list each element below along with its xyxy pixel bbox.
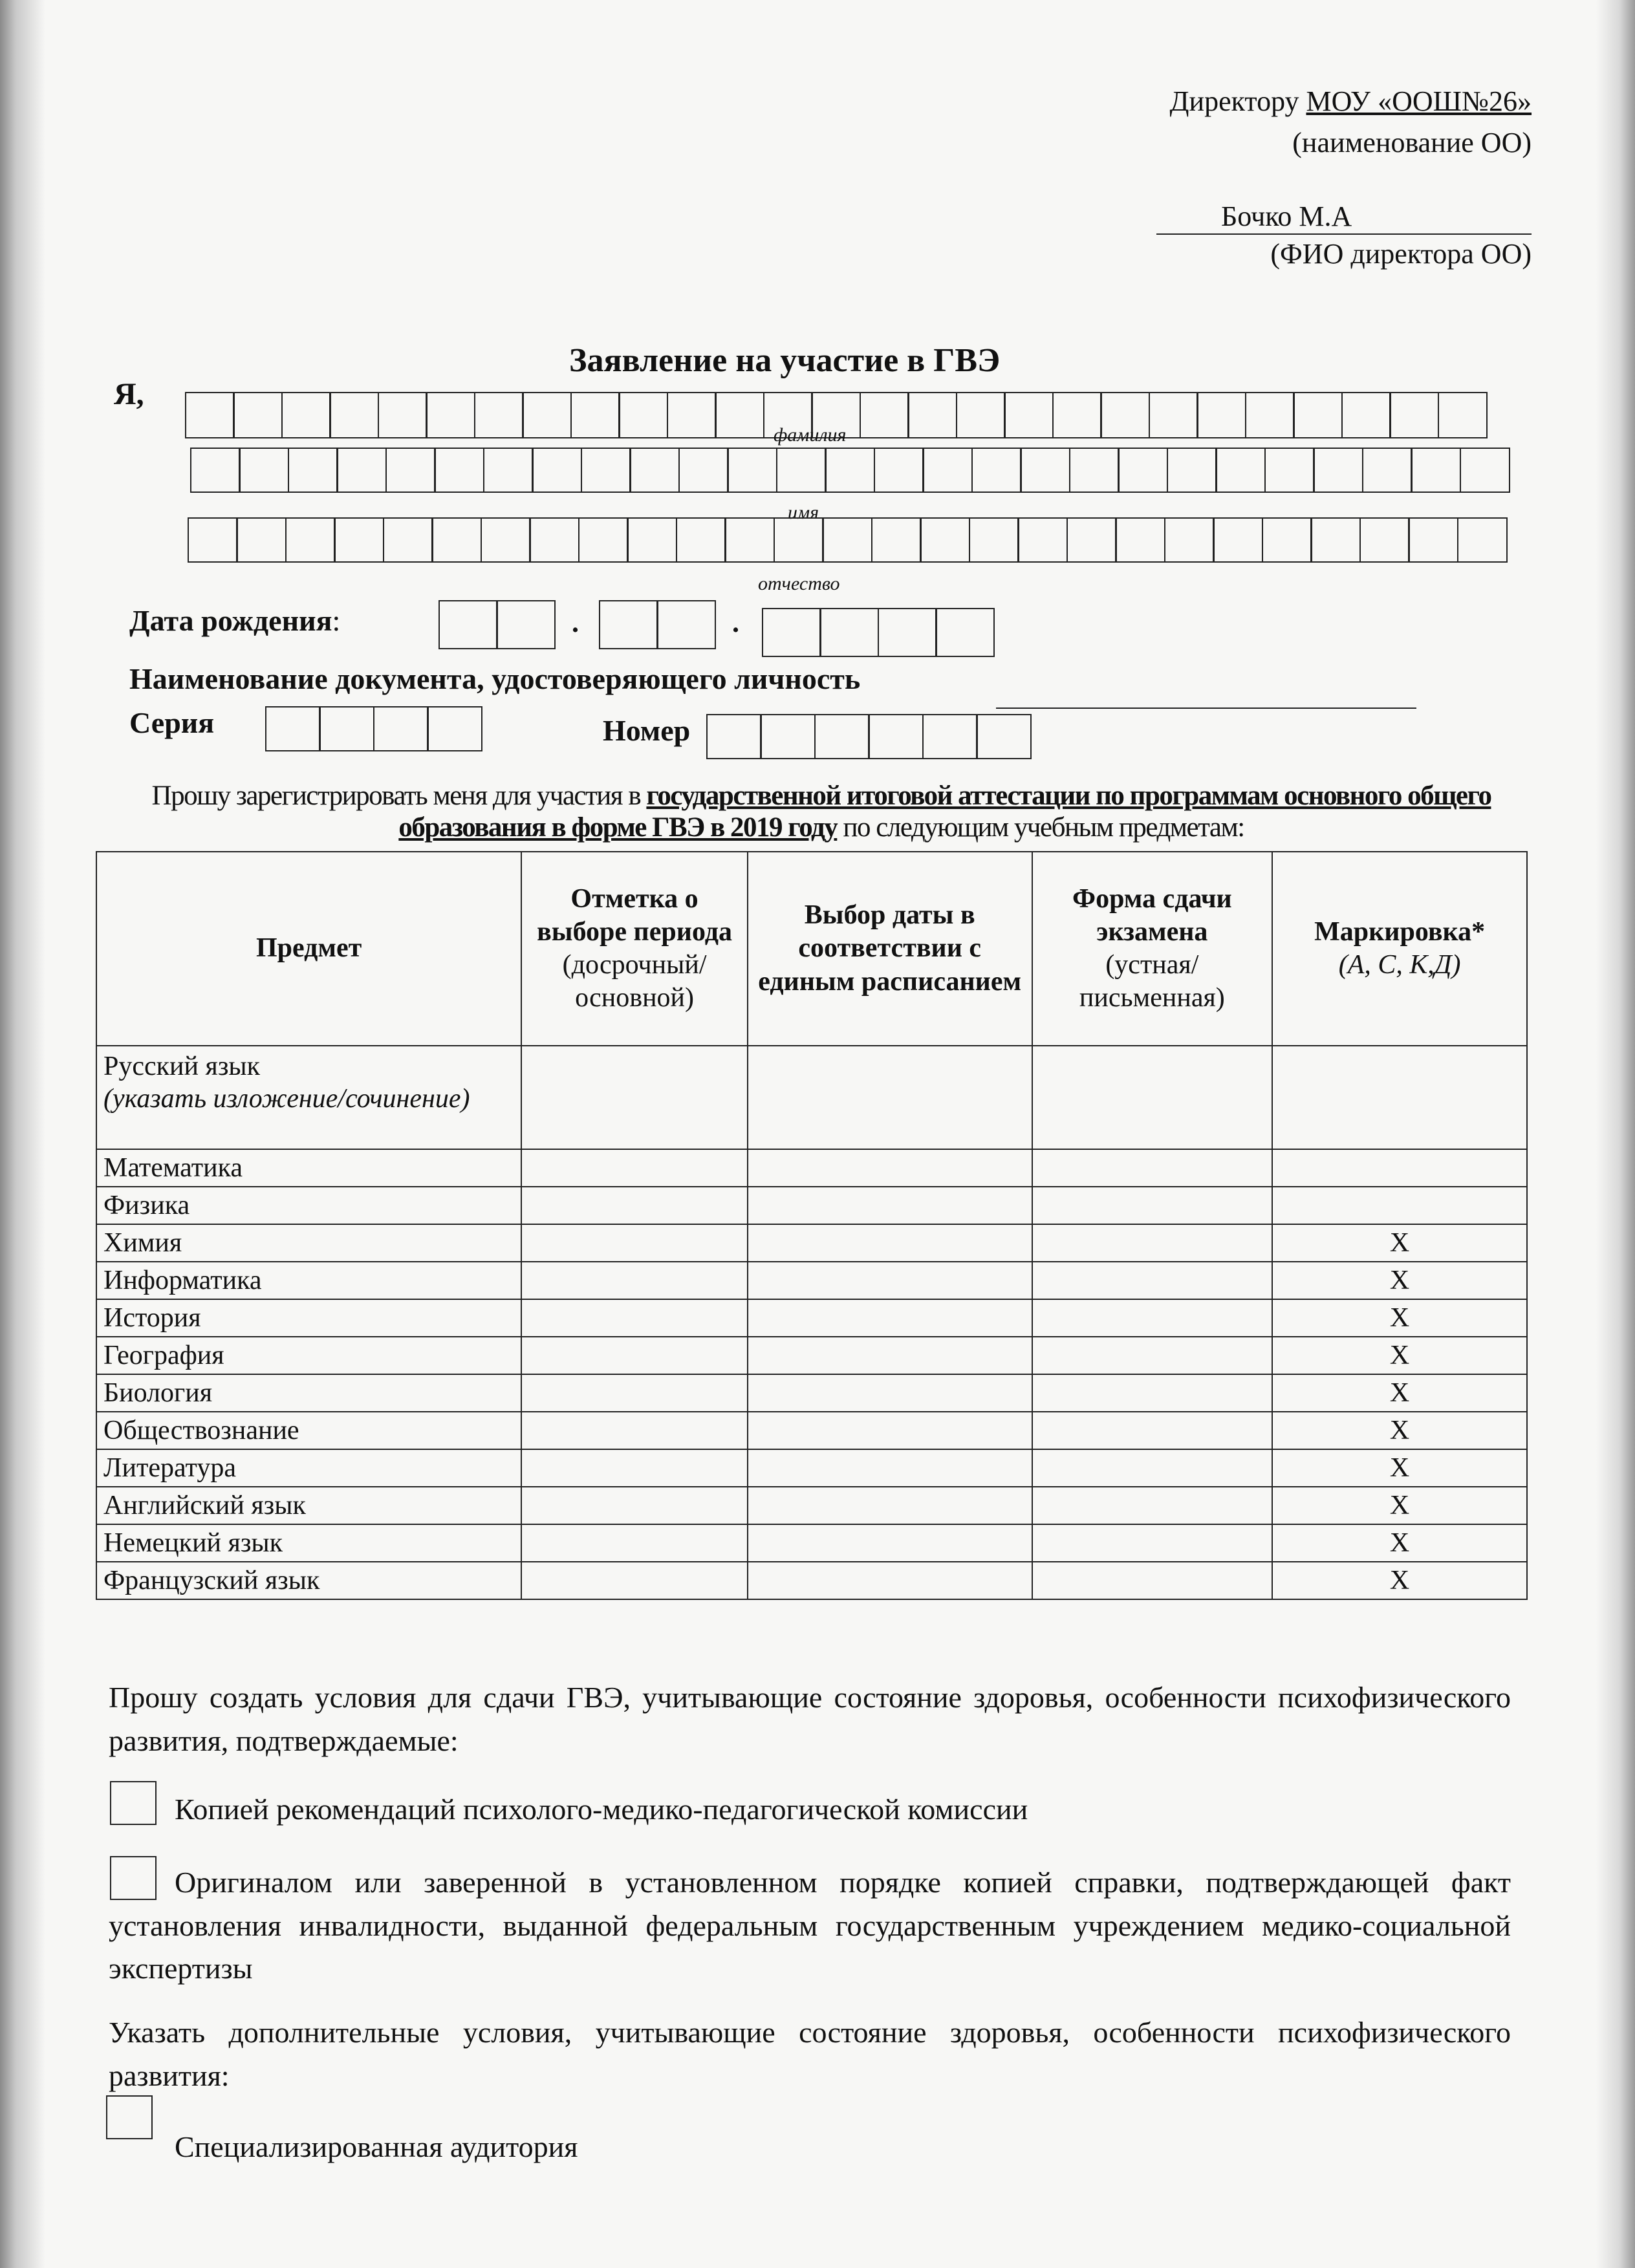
name-cell[interactable] — [385, 448, 436, 493]
name-cell[interactable] — [483, 448, 534, 493]
period-cell[interactable] — [521, 1224, 748, 1262]
period-cell[interactable] — [521, 1374, 748, 1412]
patronymic-cell[interactable] — [822, 517, 872, 563]
director-label: Директору — [1169, 85, 1299, 117]
series-cell[interactable] — [373, 706, 429, 751]
surname-cell[interactable] — [426, 392, 475, 438]
date-cell[interactable] — [748, 1374, 1032, 1412]
request-paragraph — [116, 780, 1526, 844]
name-cell[interactable] — [1411, 448, 1461, 493]
option2-label: Оригиналом или заверенной в установленном порядке копией справки, подтверждающей факт установления инвалидности, выданной федеральным государственным учреждением медико-социальной экспертизы — [109, 1866, 1511, 1985]
name-cell[interactable] — [1313, 448, 1363, 493]
surname-cell[interactable] — [956, 392, 1006, 438]
name-cell[interactable] — [239, 448, 289, 493]
header-subject: Предмет — [96, 852, 521, 1046]
surname-cell[interactable] — [1389, 392, 1439, 438]
director-line — [1170, 85, 1532, 118]
birth-year-cells[interactable] — [763, 608, 995, 657]
option1-checkbox[interactable] — [110, 1781, 157, 1825]
surname-cell[interactable] — [570, 392, 620, 438]
header-date-choice: Выбор даты в соответствии с единым расписанием — [748, 852, 1032, 1046]
number-cell[interactable] — [922, 714, 978, 759]
header-marking-bold: Маркировка* — [1314, 916, 1486, 947]
name-cell[interactable] — [1264, 448, 1315, 493]
name-cell[interactable] — [1167, 448, 1217, 493]
table-row — [96, 1224, 1527, 1262]
form-cell[interactable] — [1032, 1262, 1273, 1299]
form-cell[interactable] — [1032, 1224, 1273, 1262]
director-name-line — [1156, 200, 1532, 235]
patronymic-cell[interactable] — [1164, 517, 1215, 563]
document-label: Наименование документа, удостоверяющего личность — [129, 662, 861, 695]
birth-year-cell[interactable] — [878, 608, 937, 657]
option3-label: Специализированная аудитория — [175, 2130, 578, 2163]
subject-cell: Французский язык — [96, 1562, 521, 1599]
patronymic-cell[interactable] — [236, 517, 287, 563]
surname-cell[interactable] — [329, 392, 379, 438]
marking-cell[interactable]: X — [1272, 1224, 1527, 1262]
patronymic-cell[interactable] — [1017, 517, 1068, 563]
name-cell[interactable] — [1215, 448, 1266, 493]
table-row — [96, 1449, 1527, 1487]
header-form-normal: (устная/ письменная) — [1079, 950, 1225, 1013]
marking-cell[interactable]: X — [1272, 1299, 1527, 1337]
form-title: Заявление на участие в ГВЭ — [569, 342, 1001, 379]
form-cell[interactable] — [1032, 1046, 1273, 1149]
marking-cell[interactable]: X — [1272, 1374, 1527, 1412]
patronymic-cell[interactable] — [920, 517, 970, 563]
surname-cell[interactable] — [1196, 392, 1246, 438]
marking-cell[interactable]: X — [1272, 1524, 1527, 1562]
conditions-intro: Прошу создать условия для сдачи ГВЭ, учитывающие состояние здоровья, особенности психофизического развития, подтверждаемые: — [109, 1681, 1511, 1757]
table-row — [96, 1412, 1527, 1449]
name-cell[interactable] — [532, 448, 582, 493]
period-cell[interactable] — [521, 1562, 748, 1599]
surname-cell[interactable] — [667, 392, 717, 438]
birth-date-colon: : — [332, 604, 341, 637]
period-cell[interactable] — [521, 1412, 748, 1449]
number-cell[interactable] — [868, 714, 924, 759]
name-cell[interactable] — [825, 448, 875, 493]
period-cell[interactable] — [521, 1046, 748, 1149]
subject-russian: Русский язык — [103, 1052, 261, 1081]
number-cells[interactable] — [708, 714, 1032, 759]
patronymic-cell[interactable] — [1115, 517, 1165, 563]
form-cell[interactable] — [1032, 1412, 1273, 1449]
option3-checkbox[interactable] — [106, 2095, 153, 2139]
date-cell[interactable] — [748, 1562, 1032, 1599]
header-period-bold: Отметка о выборе периода — [537, 883, 732, 947]
form-cell[interactable] — [1032, 1299, 1273, 1337]
form-cell[interactable] — [1032, 1149, 1273, 1187]
name-cell[interactable] — [629, 448, 680, 493]
patronymic-cell[interactable] — [1262, 517, 1312, 563]
table-row — [96, 1487, 1527, 1524]
form-cell[interactable] — [1032, 1187, 1273, 1224]
surname-cell[interactable] — [185, 392, 235, 438]
date-cell[interactable] — [748, 1149, 1032, 1187]
period-cell[interactable] — [521, 1262, 748, 1299]
name-cell[interactable] — [678, 448, 729, 493]
name-cell[interactable] — [874, 448, 924, 493]
marking-cell[interactable]: X — [1272, 1412, 1527, 1449]
marking-cell[interactable] — [1272, 1187, 1527, 1224]
date-separator-1: . — [572, 607, 579, 638]
table-row — [96, 1337, 1527, 1374]
name-cell[interactable] — [581, 448, 631, 493]
patronymic-cell[interactable] — [724, 517, 775, 563]
marking-cell[interactable] — [1272, 1149, 1527, 1187]
name-cell[interactable] — [336, 448, 387, 493]
surname-cell[interactable] — [1149, 392, 1198, 438]
table-row — [96, 1299, 1527, 1337]
form-cell[interactable] — [1032, 1487, 1273, 1524]
date-cell[interactable] — [748, 1412, 1032, 1449]
patronymic-cell[interactable] — [334, 517, 384, 563]
scan-edge-left — [0, 0, 45, 2268]
period-cell[interactable] — [521, 1299, 748, 1337]
patronymic-cell[interactable] — [383, 517, 433, 563]
birth-day-cell[interactable] — [496, 600, 556, 649]
form-cell[interactable] — [1032, 1374, 1273, 1412]
director-caption: (ФИО директора ОО) — [1270, 238, 1532, 270]
subject-cell: Английский язык — [96, 1487, 521, 1524]
subject-cell: Математика — [96, 1149, 521, 1187]
birth-day-cells[interactable] — [440, 600, 556, 649]
name-cell[interactable] — [1118, 448, 1168, 493]
request-part2: государственной итоговой аттестации по программам основного общего образования в форме ГВЭ в 2019 году — [398, 781, 1491, 843]
number-cell[interactable] — [760, 714, 816, 759]
date-cell[interactable] — [748, 1487, 1032, 1524]
birth-year-cell[interactable] — [762, 608, 821, 657]
date-cell[interactable] — [748, 1299, 1032, 1337]
subject-cell: Литература — [96, 1449, 521, 1487]
period-cell[interactable] — [521, 1449, 748, 1487]
name-cell[interactable] — [922, 448, 973, 493]
subject-rows — [96, 1149, 1527, 1599]
school-caption: (наименование ОО) — [1292, 127, 1532, 158]
patronymic-cell[interactable] — [431, 517, 482, 563]
name-cell[interactable] — [288, 448, 338, 493]
table-row — [96, 1262, 1527, 1299]
date-cell[interactable] — [748, 1449, 1032, 1487]
header-marking — [1272, 852, 1527, 1046]
date-cell[interactable] — [748, 1262, 1032, 1299]
patronymic-cell[interactable] — [481, 517, 531, 563]
surname-cell[interactable] — [1052, 392, 1102, 438]
request-part3: по следующим учебным предметам: — [837, 812, 1244, 843]
period-cell[interactable] — [521, 1187, 748, 1224]
scan-edge-right — [1596, 0, 1635, 2268]
patronymic-cell[interactable] — [578, 517, 629, 563]
director-name: Бочко М.А — [1221, 200, 1352, 232]
date-cell[interactable] — [748, 1337, 1032, 1374]
patronymic-cell[interactable] — [676, 517, 726, 563]
birth-year-cell[interactable] — [935, 608, 995, 657]
subject-cell: История — [96, 1299, 521, 1337]
patronymic-cell[interactable] — [1408, 517, 1458, 563]
patronymic-cell[interactable] — [285, 517, 336, 563]
table-header-row — [96, 852, 1527, 1046]
series-label: Серия — [129, 706, 215, 739]
header-form-bold: Форма сдачи экзамена — [1072, 883, 1232, 947]
series-cell[interactable] — [265, 706, 321, 751]
marking-cell[interactable]: X — [1272, 1562, 1527, 1599]
form-cell[interactable] — [1032, 1449, 1273, 1487]
number-cell[interactable] — [976, 714, 1032, 759]
patronymic-cell[interactable] — [1310, 517, 1361, 563]
table-row — [96, 1149, 1527, 1187]
surname-cell[interactable] — [281, 392, 331, 438]
subject-russian-note: (указать изложение/сочинение) — [103, 1084, 470, 1114]
table-row — [96, 1046, 1527, 1149]
name-cell[interactable] — [190, 448, 241, 493]
birth-month-cell[interactable] — [656, 600, 716, 649]
patronymic-cell[interactable] — [1213, 517, 1263, 563]
patronymic-cell[interactable] — [774, 517, 824, 563]
patronymic-cell[interactable] — [871, 517, 922, 563]
birth-date-label-text: Дата рождения — [129, 604, 332, 637]
name-cell[interactable] — [1069, 448, 1120, 493]
table-row — [96, 1187, 1527, 1224]
surname-caption: фамилия — [774, 424, 847, 446]
subject-cell: Немецкий язык — [96, 1524, 521, 1562]
surname-cell[interactable] — [1341, 392, 1391, 438]
patronymic-caption: отчество — [758, 573, 840, 594]
date-cell[interactable] — [748, 1046, 1032, 1149]
name-caption: имя — [788, 502, 819, 523]
surname-cell[interactable] — [715, 392, 764, 438]
surname-cell[interactable] — [233, 392, 283, 438]
header-period-normal: (досрочный/ основной) — [562, 950, 707, 1013]
surname-cell[interactable] — [1004, 392, 1054, 438]
subject-cell: Биология — [96, 1374, 521, 1412]
patronymic-cell[interactable] — [1457, 517, 1508, 563]
birth-year-cell[interactable] — [819, 608, 879, 657]
birth-month-cells[interactable] — [600, 600, 716, 649]
birth-month-cell[interactable] — [599, 600, 658, 649]
date-cell[interactable] — [748, 1224, 1032, 1262]
subject-cell — [96, 1046, 521, 1149]
request-part1: Прошу зарегистрировать меня для участия в — [151, 781, 647, 811]
marking-cell[interactable]: X — [1272, 1487, 1527, 1524]
patronymic-cell[interactable] — [969, 517, 1019, 563]
patronymic-cell[interactable] — [627, 517, 677, 563]
surname-cell[interactable] — [474, 392, 524, 438]
subjects-table — [96, 851, 1528, 1600]
period-cell[interactable] — [521, 1487, 748, 1524]
name-cell[interactable] — [776, 448, 827, 493]
additional-conditions: Указать дополнительные условия, учитывающие состояние здоровья, особенности психофизического развития: — [109, 2016, 1511, 2092]
header-marking-italic: (А, С, К,Д) — [1338, 950, 1461, 980]
header-form — [1032, 852, 1273, 1046]
marking-cell[interactable]: X — [1272, 1262, 1527, 1299]
surname-cell[interactable] — [860, 392, 909, 438]
surname-cell[interactable] — [907, 392, 957, 438]
name-cell[interactable] — [1460, 448, 1510, 493]
number-cell[interactable] — [706, 714, 762, 759]
form-cell[interactable] — [1032, 1562, 1273, 1599]
surname-cell[interactable] — [1293, 392, 1343, 438]
subject-cell: Обществознание — [96, 1412, 521, 1449]
date-cell[interactable] — [748, 1524, 1032, 1562]
marking-cell[interactable]: X — [1272, 1337, 1527, 1374]
series-cell[interactable] — [427, 706, 482, 751]
surname-cell[interactable] — [1245, 392, 1295, 438]
surname-cell[interactable] — [618, 392, 668, 438]
table-row — [96, 1562, 1527, 1599]
option1-label: Копией рекомендаций психолого-медико-педагогической комиссии — [175, 1793, 1028, 1826]
period-cell[interactable] — [521, 1524, 748, 1562]
surname-cell[interactable] — [1100, 392, 1150, 438]
name-cell[interactable] — [434, 448, 484, 493]
number-cell[interactable] — [814, 714, 870, 759]
header-period — [521, 852, 748, 1046]
subject-cell: Информатика — [96, 1262, 521, 1299]
subject-cell: География — [96, 1337, 521, 1374]
document-name-line[interactable] — [996, 707, 1416, 709]
series-cell[interactable] — [319, 706, 374, 751]
period-cell[interactable] — [521, 1337, 748, 1374]
name-cell[interactable] — [1020, 448, 1070, 493]
form-cell[interactable] — [1032, 1337, 1273, 1374]
series-cells[interactable] — [266, 706, 482, 751]
patronymic-cell[interactable] — [1359, 517, 1410, 563]
marking-cell[interactable] — [1272, 1046, 1527, 1149]
date-separator-2: . — [732, 607, 739, 638]
surname-cell[interactable] — [1438, 392, 1488, 438]
name-cell[interactable] — [727, 448, 777, 493]
patronymic-cells[interactable] — [189, 517, 1508, 563]
subject-cell: Химия — [96, 1224, 521, 1262]
number-label: Номер — [603, 714, 691, 747]
marking-cell[interactable]: X — [1272, 1449, 1527, 1487]
form-cell[interactable] — [1032, 1524, 1273, 1562]
birth-date-label — [129, 604, 340, 638]
surname-cell[interactable] — [522, 392, 572, 438]
surname-cell[interactable] — [378, 392, 428, 438]
name-cell[interactable] — [971, 448, 1022, 493]
patronymic-cell[interactable] — [1067, 517, 1117, 563]
patronymic-cell[interactable] — [529, 517, 579, 563]
i-label: Я, — [114, 377, 144, 411]
name-cell[interactable] — [1362, 448, 1413, 493]
table-row — [96, 1374, 1527, 1412]
school-name: МОУ «ООШ№26» — [1306, 85, 1532, 117]
table-row — [96, 1524, 1527, 1562]
birth-day-cell[interactable] — [439, 600, 498, 649]
subject-cell: Физика — [96, 1187, 521, 1224]
date-cell[interactable] — [748, 1187, 1032, 1224]
name-cells[interactable] — [191, 448, 1510, 493]
period-cell[interactable] — [521, 1149, 748, 1187]
patronymic-cell[interactable] — [188, 517, 238, 563]
